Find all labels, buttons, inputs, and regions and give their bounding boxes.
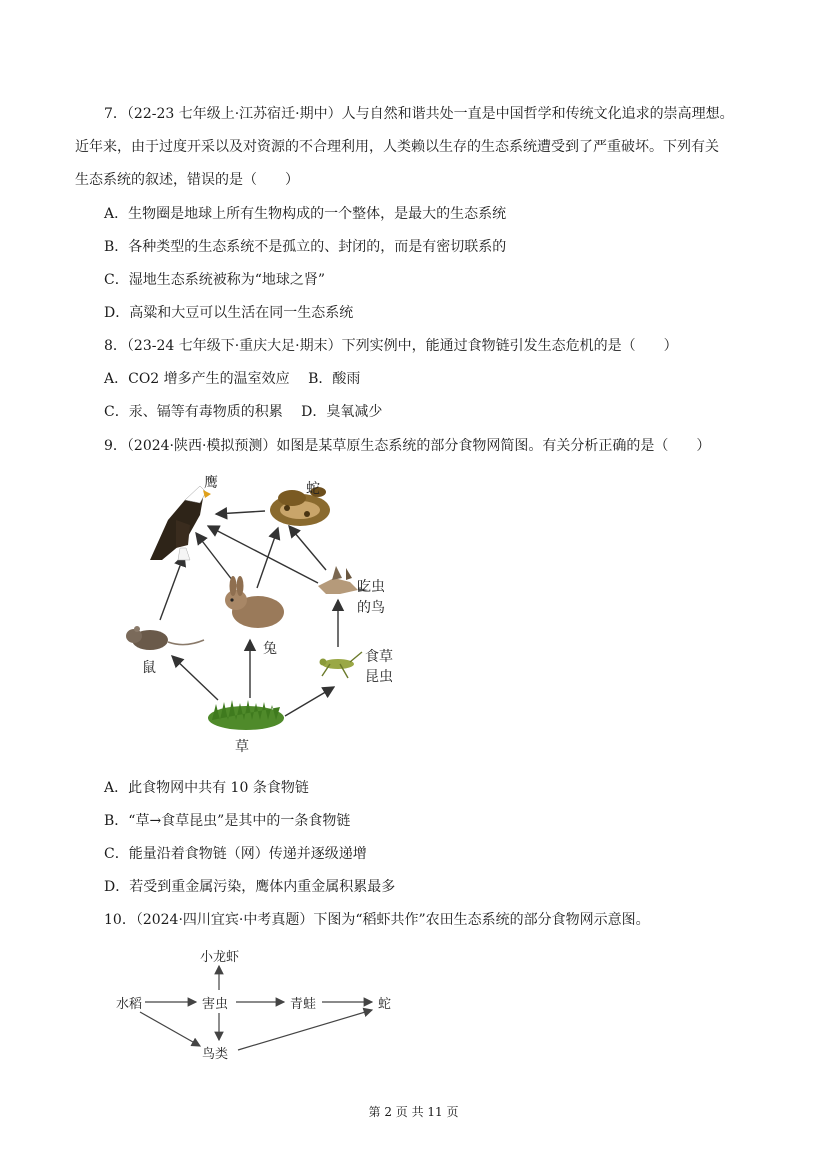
arrow-grass-mouse xyxy=(172,656,218,700)
grasshopper-image xyxy=(320,652,363,678)
q10-stem: 10．（2024·四川宜宾·中考真题）下图为“稻虾共作”农田生态系统的部分食物网示意图。 xyxy=(104,912,650,928)
arrow-grass-insect xyxy=(285,687,334,716)
label-rabbit: 兔 xyxy=(263,641,277,657)
label-insect-line1: 食草 xyxy=(365,649,393,665)
q9-option-c: C．能量沿着食物链（网）传递并逐级递增 xyxy=(104,846,367,862)
q7-option-d: D．高粱和大豆可以生活在同一生态系统 xyxy=(104,305,354,321)
q9-food-web-diagram xyxy=(0,465,827,765)
q9-option-d: D．若受到重金属污染，鹰体内重金属积累最多 xyxy=(104,879,396,895)
label-eagle: 鹰 xyxy=(204,475,218,491)
q7-option-c: C．湿地生态系统被称为“地球之肾” xyxy=(104,272,326,288)
mouse-image xyxy=(126,626,204,650)
q7-stem-line1: 7．（22-23 七年级上·江苏宿迁·期中）人与自然和谐共处一直是中国哲学和传统文化追求的崇高理想。 xyxy=(104,106,734,122)
q7-option-a: A．生物圈是地球上所有生物构成的一个整体，是最大的生态系统 xyxy=(104,206,507,222)
label-rice: 水稻 xyxy=(116,997,143,1012)
q9-stem: 9．（2024·陕西·模拟预测）如图是某草原生态系统的部分食物网简图。有关分析正确的是（ ） xyxy=(104,438,711,454)
q7-stem-line2: 近年来，由于过度开采以及对资源的不合理利用，人类赖以生存的生态系统遭受到了严重破坏。下列有关 xyxy=(75,139,719,155)
arrow-rabbit-eagle xyxy=(196,533,236,585)
eagle-image xyxy=(150,486,211,560)
grass-image xyxy=(208,700,284,730)
label-bird-line1: 吃虫 xyxy=(357,579,385,595)
label-pest: 害虫 xyxy=(202,997,229,1012)
rabbit-image xyxy=(225,576,284,628)
arrow-mouse-eagle xyxy=(160,555,184,620)
arrow-birds-snake xyxy=(238,1010,372,1050)
arrow-bird-snake xyxy=(289,526,326,570)
q9-option-b: B．“草→食草昆虫”是其中的一条食物链 xyxy=(104,813,351,829)
label-mouse: 鼠 xyxy=(142,660,156,676)
q8-options-ab: A．CO2 增多产生的温室效应 B．酸雨 xyxy=(104,371,361,387)
label-bird-line2: 的鸟 xyxy=(357,600,385,616)
q7-stem-line3: 生态系统的叙述，错误的是（ ） xyxy=(75,172,299,188)
label-snake: 蛇 xyxy=(306,481,320,497)
arrow-rice-birds xyxy=(140,1012,200,1046)
label-frog: 青蛙 xyxy=(290,997,317,1012)
label-birds: 鸟类 xyxy=(202,1047,229,1062)
q8-stem: 8．（23-24 七年级下·重庆大足·期末）下列实例中，能通过食物链引发生态危机的是（ ） xyxy=(104,338,678,354)
arrow-bird-eagle xyxy=(208,526,318,583)
q8-options-cd: C．汞、镉等有毒物质的积累 D．臭氧减少 xyxy=(104,404,383,420)
label-crayfish: 小龙虾 xyxy=(200,950,240,965)
q7-option-b: B．各种类型的生态系统不是孤立的、封闭的，而是有密切联系的 xyxy=(104,239,507,255)
q9-option-a: A．此食物网中共有 10 条食物链 xyxy=(104,780,309,796)
page-number-footer: 第 2 页 共 11 页 xyxy=(368,1105,459,1119)
arrow-snake-eagle xyxy=(216,511,265,514)
snake-image xyxy=(270,487,330,526)
arrow-rabbit-snake xyxy=(257,528,278,588)
label-insect-line2: 昆虫 xyxy=(365,669,393,685)
label-grass: 草 xyxy=(235,739,249,755)
label-snake-q10: 蛇 xyxy=(378,997,392,1012)
